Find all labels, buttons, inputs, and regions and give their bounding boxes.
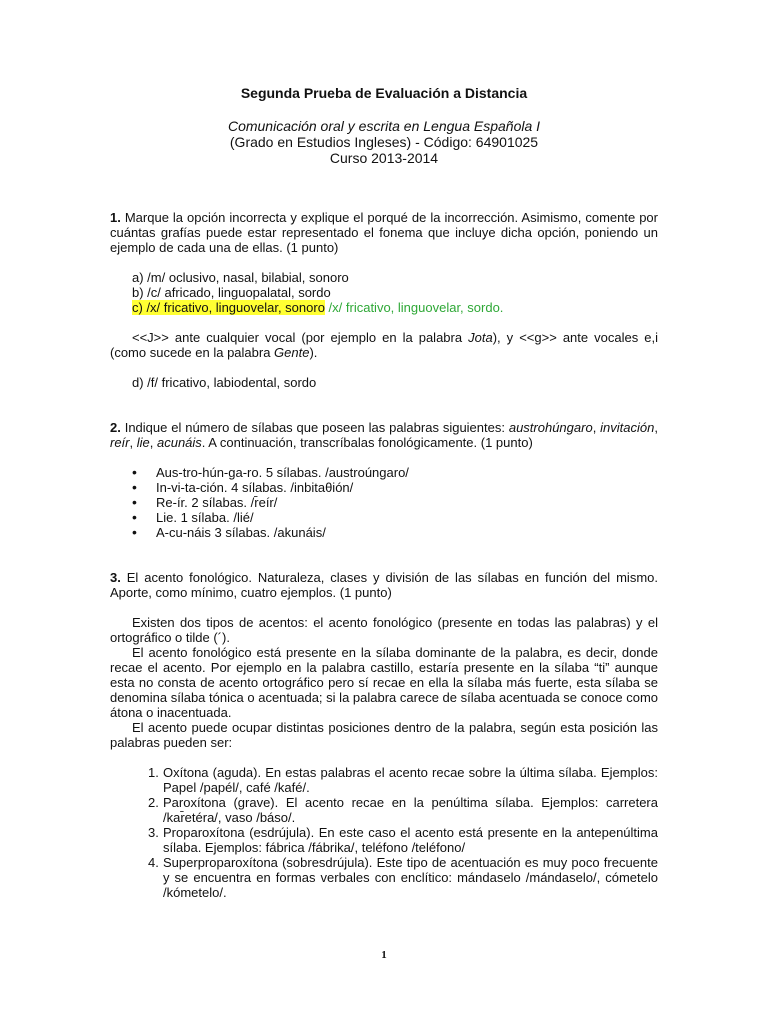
word-invitacion: invitación <box>600 420 655 435</box>
page-content <box>110 86 658 900</box>
question-3-text: El acento fonológico. Naturaleza, clases y división de las sílabas en función del mismo. Aporte, como mínimo, cuatro ejemplos. (1 punto) <box>110 570 658 600</box>
question-2-answers <box>110 465 658 540</box>
explanation-part-1: <<J>> ante cualquier vocal (por ejemplo en la palabra <box>132 330 469 345</box>
question-1-options <box>132 270 658 315</box>
list-item <box>110 765 658 795</box>
list-number: 2. <box>148 795 159 810</box>
word-reir: reír <box>110 435 130 450</box>
question-3-paragraph-2: El acento fonológico está presente en la sílaba dominante de la palabra, es decir, donde recae el acento. Por ejemplo en la palabra castillo, estaría presente en la sílaba “ti” aunque esta no consta de acento ortográfico pero sí recae en ella la sílaba más fuerte, esta sílaba se denomina sílaba tónica o acentuada; si la palabra carece de sílaba acentuada se conoce como átona o inacentuada. <box>110 645 658 720</box>
option-a: a) /m/ oclusivo, nasal, bilabial, sonoro <box>132 270 349 285</box>
list-number: 1. <box>148 765 159 780</box>
option-c-highlighted: c) /x/ fricativo, linguovelar, sonoro <box>132 300 325 315</box>
question-3-number: 3. <box>110 570 121 585</box>
course-subtitle: Comunicación oral y escrita en Lengua Española I <box>227 118 541 134</box>
word-austrohungaro: austrohúngaro <box>508 420 593 435</box>
list-item: • Aus-tro-hún-ga-ro. 5 sílabas. /austroúngaro/ <box>132 465 658 480</box>
list-item <box>110 825 658 855</box>
question-1-explanation <box>110 330 658 360</box>
word-acunais: acunáis <box>156 435 202 450</box>
list-item: • Lie. 1 sílaba. /lié/ <box>132 510 658 525</box>
list-text: Oxítona (aguda). En estas palabras el acento recae sobre la última sílaba. Ejemplos: Papel /papél/, café /kafé/. <box>163 765 658 795</box>
option-d: d) /f/ fricativo, labiodental, sordo <box>132 375 317 390</box>
list-text: Proparoxítona (esdrújula). En este caso el acento está presente en la antepenúltima sílaba. Ejemplos: fábrica /fábrika/, teléfono /teléfono/ <box>163 825 658 855</box>
degree-line: (Grado en Estudios Ingleses) - Código: 64901025 <box>229 134 539 150</box>
explanation-part-2: ), y <<g>> ante vocales e,i (como sucede en la palabra <box>110 330 658 360</box>
separator: , <box>149 435 157 450</box>
question-3-paragraph-1: Existen dos tipos de acentos: el acento fonológico (presente en todas las palabras) y el ortográfico o tilde (´). <box>110 615 658 645</box>
question-2-number: 2. <box>110 420 121 435</box>
question-3-paragraph-3: El acento puede ocupar distintas posiciones dentro de la palabra, según esta posición las palabras pueden ser: <box>110 720 658 750</box>
accent-types-list <box>110 765 658 900</box>
option-c-correction: /x/ fricativo, linguovelar, sordo. <box>328 300 504 315</box>
separator: , <box>129 435 137 450</box>
course-year: Curso 2013-2014 <box>329 150 439 166</box>
list-item <box>110 795 658 825</box>
list-text: Superproparoxítona (sobresdrújula). Este tipo de acentuación es muy poco frecuente y se encuentra en formas verbales con enclítico: mándaselo /mándaselo/, cómetelo /kómetelo/. <box>163 855 658 900</box>
option-b: b) /c/ africado, linguopalatal, sordo <box>132 285 331 300</box>
list-item: • In-vi-ta-ción. 4 sílabas. /inbitaθión/ <box>132 480 658 495</box>
separator: , <box>654 420 658 435</box>
list-item: • Re-ír. 2 sílabas. /r̄eír/ <box>132 495 658 510</box>
question-2 <box>110 420 658 450</box>
list-text: Paroxítona (grave). El acento recae en la penúltima sílaba. Ejemplos: carretera /kar̄etéra/, vaso /báso/. <box>163 795 658 825</box>
question-2-outro: . A continuación, transcríbalas fonológicamente. (1 punto) <box>201 435 533 450</box>
option-d-wrap <box>132 375 658 390</box>
question-1-text: Marque la opción incorrecta y explique el porqué de la incorrección. Asimismo, comente por cuántas grafías puede estar representado el fonema que incluye dicha opción, poniendo un ejemplo de cada una de ellas. (1 punto) <box>110 210 658 255</box>
option-c <box>132 300 658 315</box>
separator: , <box>592 420 601 435</box>
word-lie: lie <box>136 435 150 450</box>
list-number: 4. <box>148 855 159 870</box>
page-number: 1 <box>381 949 387 961</box>
list-number: 3. <box>148 825 159 840</box>
example-word-jota: Jota <box>468 330 493 345</box>
question-2-intro: Indique el número de sílabas que poseen las palabras siguientes: <box>124 420 509 435</box>
example-word-gente: Gente <box>274 345 310 360</box>
explanation-part-3: ). <box>309 345 318 360</box>
question-1 <box>110 210 658 255</box>
list-item <box>110 855 658 900</box>
question-1-number: 1. <box>110 210 121 225</box>
document-title: Segunda Prueba de Evaluación a Distancia <box>240 85 528 101</box>
question-3 <box>110 570 658 600</box>
list-item: • A-cu-náis 3 sílabas. /akunáis/ <box>132 525 658 540</box>
